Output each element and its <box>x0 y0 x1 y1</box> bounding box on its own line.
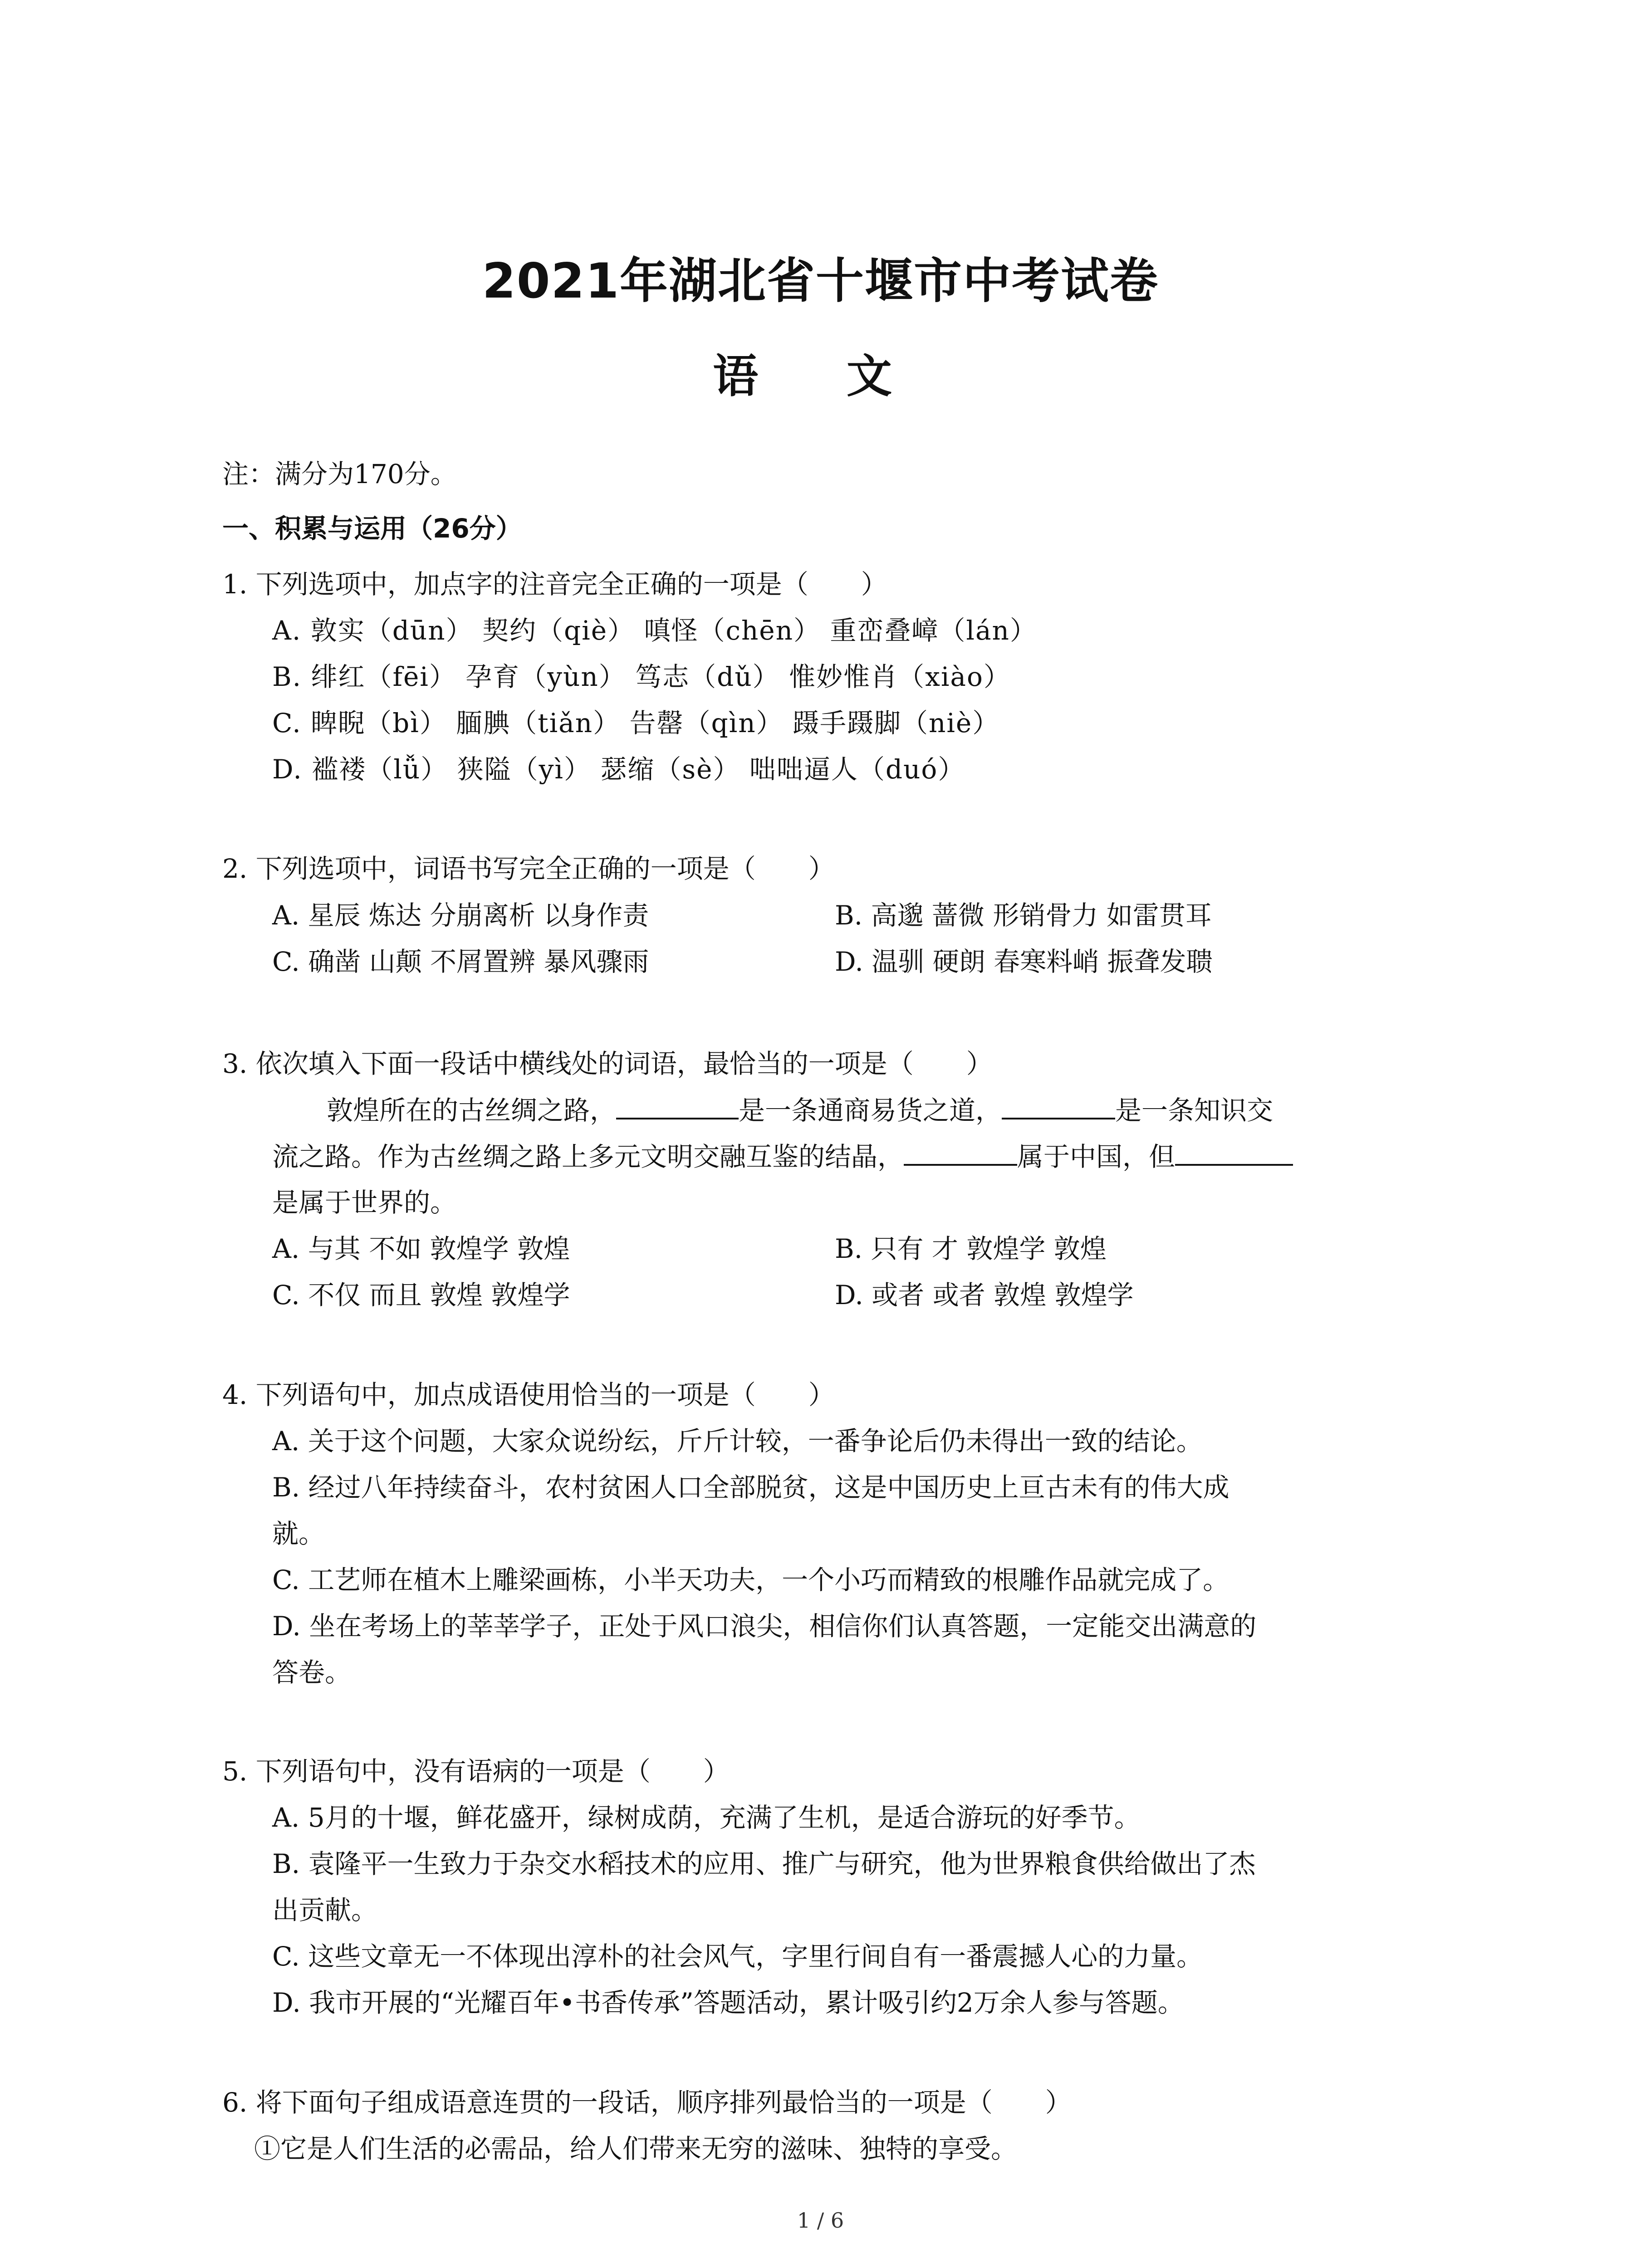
passage-text: 是一条通商易货之道， <box>739 1095 1002 1126</box>
question-6-stem: 6. 将下面句子组成语意连贯的一段话，顺序排列最恰当的一项是（ ） <box>222 2087 1072 2118</box>
question-3-option-c: C. 不仅 而且 敦煌 敦煌学 <box>272 1280 570 1310</box>
question-5-option-a: A. 5月的十堰，鲜花盛开，绿树成荫，充满了生机，是适合游玩的好季节。 <box>272 1802 1141 1833</box>
passage-text: 是一条知识交 <box>1115 1095 1274 1126</box>
question-1-stem: 1. 下列选项中，加点字的注音完全正确的一项是（ ） <box>222 569 887 600</box>
score-note: 注：满分为170分。 <box>222 459 457 489</box>
fill-blank <box>616 1094 739 1119</box>
question-1-option-b: B. 绯红（fēi） 孕育（yùn） 笃志（dǔ） 惟妙惟肖（xiào） <box>272 661 1011 692</box>
exam-title: 2021年湖北省十堰市中考试卷 <box>482 253 1159 309</box>
fill-blank <box>1002 1094 1115 1119</box>
question-3-option-b: B. 只有 才 敦煌学 敦煌 <box>835 1233 1107 1264</box>
subject-title: 语 文 <box>713 350 928 403</box>
passage-text: 属于中国，但 <box>1017 1141 1176 1172</box>
question-3-passage-line-3: 是属于世界的。 <box>272 1187 457 1218</box>
question-5-option-b: B. 袁隆平一生致力于杂交水稻技术的应用、推广与研究，他为世界粮食供给做出了杰 <box>272 1848 1256 1879</box>
section-heading: 一、积累与运用（26分） <box>222 513 522 544</box>
question-2-option-a: A. 星辰 炼达 分崩离析 以身作责 <box>272 900 649 931</box>
question-2-option-b: B. 高邈 蔷微 形销骨力 如雷贯耳 <box>835 900 1212 931</box>
passage-text: 流之路。作为古丝绸之路上多元文明交融互鉴的结晶， <box>272 1141 904 1172</box>
question-2-option-c: C. 确凿 山颠 不屑置辨 暴风骤雨 <box>272 946 649 977</box>
question-3-passage-line-2 <box>272 1140 1293 1173</box>
question-4-option-a: A. 关于这个问题，大家众说纷纭，斤斤计较，一番争论后仍未得出一致的结论。 <box>272 1426 1203 1457</box>
question-3-passage-line-1 <box>327 1094 1273 1126</box>
question-5-option-b-cont: 出贡献。 <box>272 1895 378 1926</box>
question-4-option-c: C. 工艺师在植木上雕梁画栋，小半天功夫，一个小巧而精致的根雕作品就完成了。 <box>272 1564 1230 1595</box>
question-1-option-d: D. 褴褛（lǚ） 狭隘（yì） 瑟缩（sè） 咄咄逼人（duó） <box>272 754 965 785</box>
page-number: 1 / 6 <box>797 2208 844 2233</box>
question-3-option-a: A. 与其 不如 敦煌学 敦煌 <box>272 1233 570 1264</box>
question-4-option-b: B. 经过八年持续奋斗，农村贫困人口全部脱贫，这是中国历史上亘古未有的伟大成 <box>272 1472 1230 1503</box>
question-5-option-c: C. 这些文章无一不体现出淳朴的社会风气，字里行间自有一番震撼人心的力量。 <box>272 1941 1203 1972</box>
question-5-stem: 5. 下列语句中，没有语病的一项是（ ） <box>222 1756 730 1787</box>
question-1-option-c: C. 睥睨（bì） 腼腆（tiǎn） 告罄（qìn） 蹑手蹑脚（niè） <box>272 708 1000 738</box>
question-6-sentence-1: ①它是人们生活的必需品，给人们带来无穷的滋味、独特的享受。 <box>254 2133 1018 2164</box>
fill-blank <box>904 1140 1017 1166</box>
passage-text: 敦煌所在的古丝绸之路， <box>327 1095 617 1126</box>
question-1-option-a: A. 敦实（dūn） 契约（qiè） 嗔怪（chēn） 重峦叠嶂（lán） <box>272 615 1037 646</box>
question-4-option-d-cont: 答卷。 <box>272 1657 352 1688</box>
question-4-option-b-cont: 就。 <box>272 1518 325 1549</box>
question-4-stem: 4. 下列语句中，加点成语使用恰当的一项是（ ） <box>222 1379 835 1410</box>
question-3-option-d: D. 或者 或者 敦煌 敦煌学 <box>835 1280 1134 1310</box>
fill-blank <box>1175 1140 1293 1166</box>
question-2-stem: 2. 下列选项中，词语书写完全正确的一项是（ ） <box>222 853 835 884</box>
question-5-option-d: D. 我市开展的“光耀百年•书香传承”答题活动，累计吸引约2万余人参与答题。 <box>272 1987 1184 2018</box>
question-3-stem: 3. 依次填入下面一段话中横线处的词语，最恰当的一项是（ ） <box>222 1048 993 1079</box>
question-4-option-d: D. 坐在考场上的莘莘学子，正处于风口浪尖，相信你们认真答题，一定能交出满意的 <box>272 1611 1257 1642</box>
question-2-option-d: D. 温驯 硬朗 春寒料峭 振聋发聩 <box>835 946 1213 977</box>
